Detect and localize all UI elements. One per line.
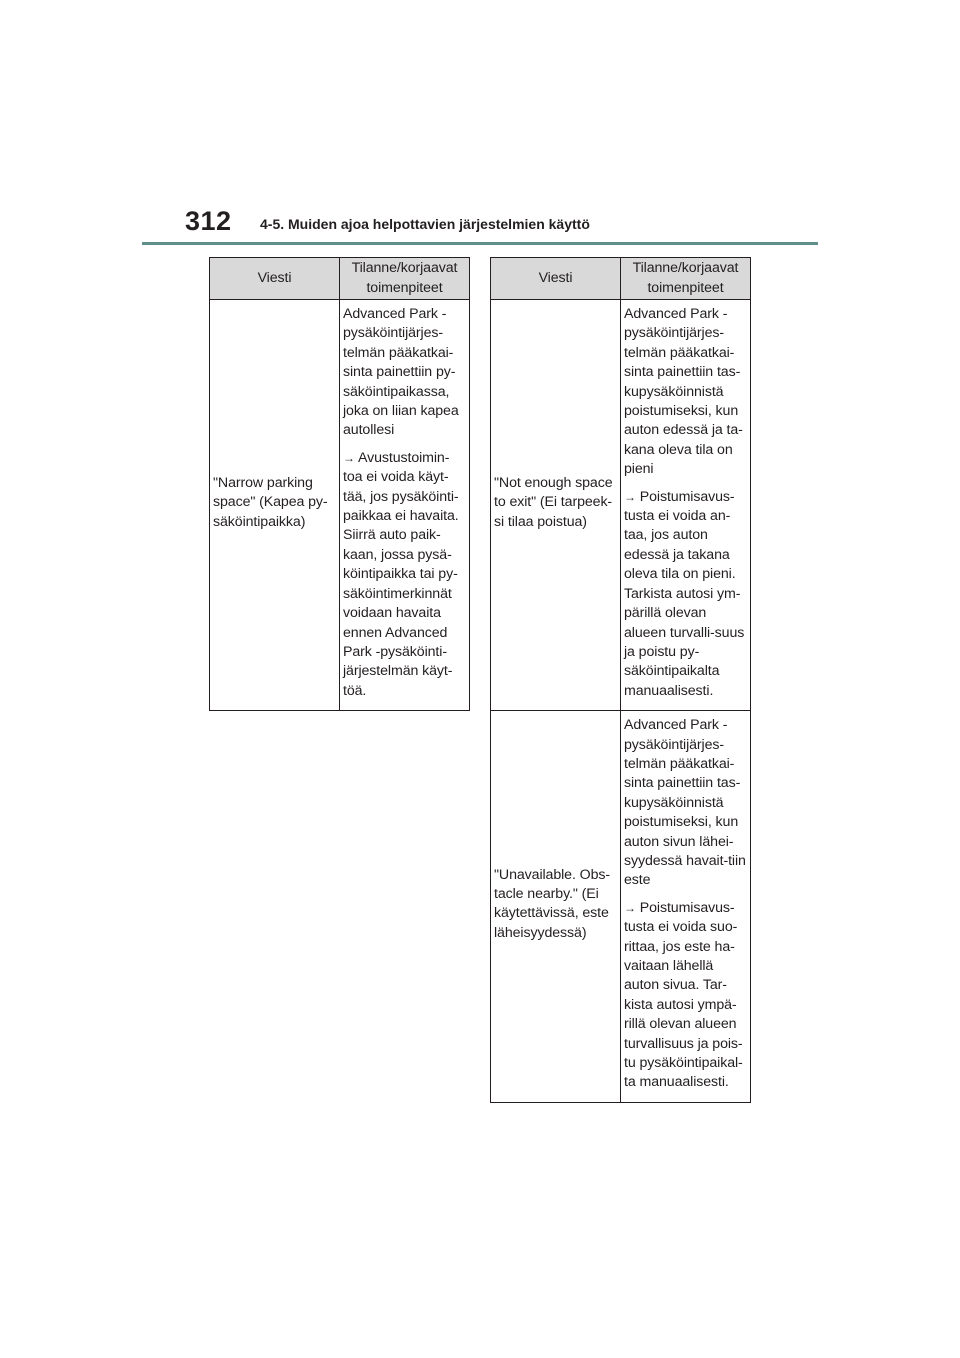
- table-row: [491, 300, 751, 711]
- page-number: 312: [185, 206, 232, 236]
- situation-text: Advanced Park -pysäköintijärjes-telmän pääkatkai-sinta painettiin tas-kupysäköinnistä poistumiseksi, kun auton edessä ja ta-kana oleva tila on pieni: [624, 306, 743, 478]
- arrow-right-icon: →: [624, 489, 636, 504]
- action-paragraph: [343, 449, 466, 701]
- column-header-message: Viesti: [210, 258, 340, 300]
- column-header-action: Tilanne/korjaavat toimenpiteet: [621, 258, 751, 300]
- message-cell: "Unavailable. Obs-tacle nearby." (Ei käytettävissä, este läheisyydessä): [491, 711, 621, 1103]
- action-cell: [621, 300, 751, 711]
- situation-text: Advanced Park -pysäköintijärjes-telmän pääkatkai-sinta painettiin tas-kupysäköinnistä poistumiseksi, kun auton sivun lähei-syydessä havait-tiin este: [624, 717, 746, 889]
- message-table-left: [209, 257, 470, 711]
- message-cell: "Narrow parking space" (Kapea py-säköintipaikka): [210, 300, 340, 711]
- action-paragraph: [624, 488, 747, 701]
- section-title: 4-5. Muiden ajoa helpottavien järjestelmien käyttö: [260, 216, 590, 232]
- action-text: Avustustoimin-toa ei voida käyt-tää, jos pysäköinti-paikkaa ei havaita. Siirrä auto paik-kaan, jossa pysä-köintipaikka tai py-säköintimerkinnät voidaan havaita ennen Advanced Park -pysäköinti-järjestelmän käyt-töä.: [343, 449, 459, 699]
- action-paragraph: [624, 899, 747, 1093]
- table-header-row: [491, 258, 751, 300]
- message-cell: "Not enough space to exit" (Ei tarpeek-si tilaa poistua): [491, 300, 621, 711]
- page-header: [0, 0, 960, 250]
- action-text: Poistumisavus-tusta ei voida an-taa, jos auton edessä ja takana oleva tila on pieni. Tarkista autosi ym-pärillä olevan alueen turvalli-suus ja poistu py-säköintipaikalta manuaalisesti.: [624, 488, 745, 699]
- arrow-right-icon: →: [343, 450, 355, 465]
- action-cell: [340, 300, 470, 711]
- message-table-right: [490, 257, 751, 1103]
- arrow-right-icon: →: [624, 900, 636, 915]
- column-header-action: Tilanne/korjaavat toimenpiteet: [340, 258, 470, 300]
- table-row: [210, 300, 470, 711]
- table-row: [491, 711, 751, 1103]
- action-cell: [621, 711, 751, 1103]
- situation-text: Advanced Park -pysäköintijärjes-telmän pääkatkai-sinta painettiin py-säköintipaikassa, joka on liian kapea autollesi: [343, 306, 459, 439]
- header-divider: [142, 242, 818, 245]
- column-header-message: Viesti: [491, 258, 621, 300]
- table-header-row: [210, 258, 470, 300]
- action-text: Poistumisavus-tusta ei voida suo-rittaa, jos este ha-vaitaan lähellä auton sivua. Tar-kista autosi ympä-rillä olevan alueen turvallisuus ja pois-tu pysäköintipaikal-ta manuaalisesti.: [624, 899, 743, 1091]
